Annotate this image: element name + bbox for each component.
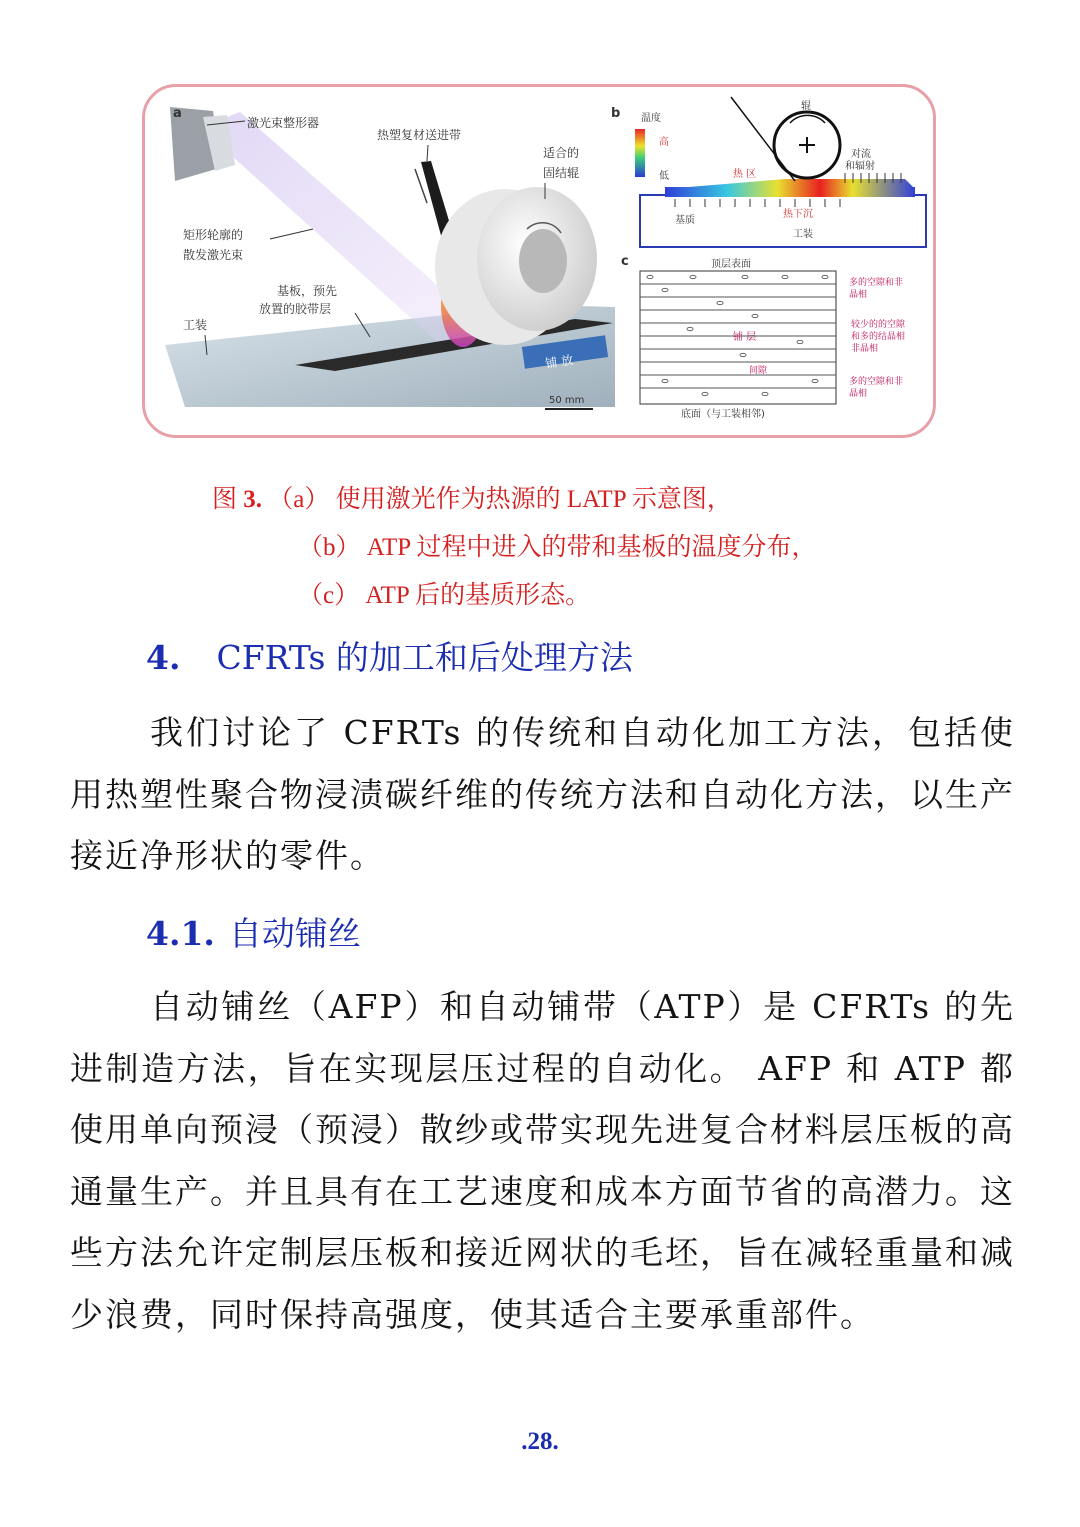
caption-line-b: （b） ATP 过程中进入的带和基板的温度分布，	[298, 534, 817, 561]
label-laser-shaper: 激光束整形器	[247, 116, 320, 130]
leader-feed	[427, 145, 428, 161]
label-voids-mid-2: 和多的结晶相	[851, 332, 906, 342]
page-number: .28.	[521, 1428, 559, 1455]
roller-hole	[519, 229, 567, 293]
figure-illustration	[145, 87, 936, 438]
label-substrate: 基板，预先	[277, 284, 338, 298]
label-voids-top: 多的空隙和非	[849, 278, 904, 288]
label-layup: 铺 放	[544, 352, 575, 371]
label-tooling-a: 工装	[183, 318, 208, 332]
label-voids-mid: 较少的的空隙	[851, 320, 906, 330]
caption-line-a	[212, 476, 732, 524]
subsection-number: 4.1.	[146, 914, 215, 953]
label-voids-bottom: 多的空隙和非	[849, 377, 904, 387]
panel-b-letter: b	[611, 106, 621, 121]
label-voids-bottom-2: 晶相	[849, 389, 868, 399]
label-high: 高	[659, 137, 669, 148]
caption-text-a: （a） 使用激光作为热源的 LATP 示意图，	[268, 486, 732, 513]
figure-frame	[142, 84, 936, 438]
subsection-title: 自动铺丝	[228, 914, 361, 953]
subsection-heading	[146, 908, 361, 955]
label-roller-2: 固结辊	[543, 166, 580, 180]
label-convection-2: 和辐射	[845, 161, 875, 172]
panel-c-letter: c	[621, 254, 629, 269]
caption-line-c: （c） ATP 后的基质形态。	[298, 582, 591, 609]
label-heat-sink: 热下沉	[783, 209, 813, 220]
caption-fig-label: 图	[212, 486, 238, 513]
section-title: CFRTs 的加工和后处理方法	[216, 638, 633, 677]
label-hot-zone: 热 区	[733, 169, 757, 180]
heat-strip-lower	[665, 187, 915, 197]
panel-a-letter: a	[173, 106, 182, 121]
leader-beam	[270, 229, 313, 239]
label-voids-top-2: 晶相	[849, 290, 868, 300]
section-number: 4.	[146, 638, 181, 677]
label-roller-b: 辊	[801, 101, 811, 112]
label-laser-beam: 矩形轮廓的	[183, 228, 244, 242]
caption-fig-num: 3.	[243, 486, 263, 513]
label-matrix: 基质	[675, 215, 695, 226]
label-gap: 间隙	[749, 366, 768, 376]
label-voids-mid-3: 非晶相	[851, 344, 879, 354]
label-substrate-2: 放置的胶带层	[259, 302, 332, 316]
label-tooling-b: 工装	[793, 229, 813, 240]
label-roller: 适合的	[543, 146, 580, 160]
temperature-scale-bar	[635, 129, 645, 177]
label-bottom-surface: 底面（与工装相邻)	[681, 409, 765, 420]
label-scale: 50 mm	[549, 395, 585, 406]
label-tape-feed: 热塑复材送进带	[377, 128, 462, 142]
label-ply: 铺 层	[733, 332, 757, 343]
paragraph-2: 自动铺丝（AFP）和自动铺带（ATP）是 CFRTs 的先进制造方法，旨在实现层压过程的自动化。 AFP 和 ATP 都使用单向预浸（预浸）散纱或带实现先进复合材料层压板的高通量生产。并且具有在工艺速度和成本方面节省的高潜力。这些方法允许定制层压板和接近网状的毛坯，旨在减轻重量和减少浪费，同时保持高强度，使其适合主要承重部件。	[70, 987, 1015, 1334]
label-laser-beam-2: 散发激光束	[183, 248, 244, 262]
paragraph-1: 我们讨论了 CFRTs 的传统和自动化加工方法，包括使用热塑性聚合物浸渍碳纤维的传统方法和自动化方法，以生产接近净形状的零件。	[70, 713, 1015, 875]
label-top-surface: 顶层表面	[711, 259, 751, 270]
section-heading	[146, 632, 633, 679]
label-temperature: 温度	[641, 113, 661, 124]
label-low: 低	[659, 171, 669, 182]
label-convection: 对流	[851, 149, 871, 160]
